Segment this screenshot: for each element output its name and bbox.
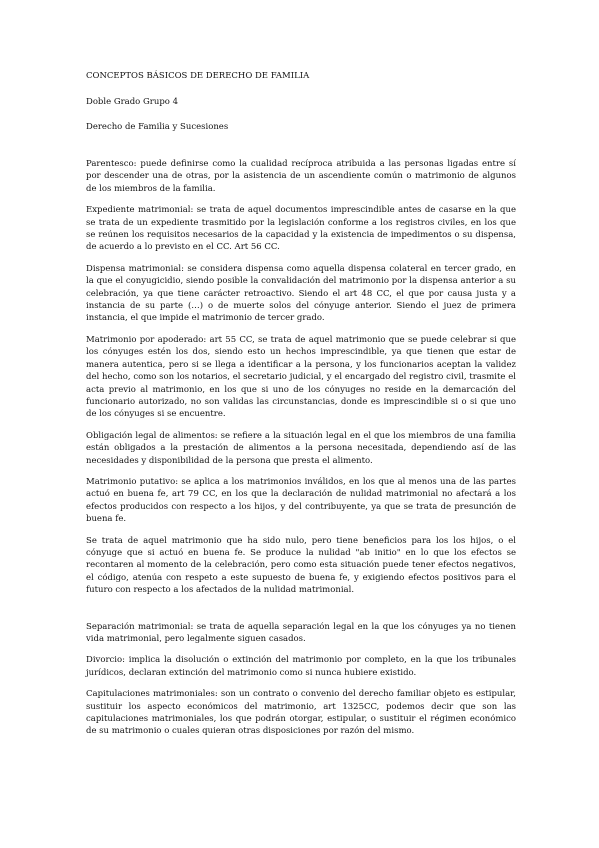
paragraph-separacion-matrimonial: Separación matrimonial: se trata de aquella separación legal en la que los cónyuges ya no tienen vida matrimonial, pero legalmente siguen casados. bbox=[86, 621, 516, 644]
course-label: Derecho de Familia y Sucesiones bbox=[86, 122, 229, 132]
paragraph-dispensa-matrimonial: Dispensa matrimonial: se considera dispensa como aquella dispensa colateral en tercer grado, en la que el conyugicidio, siendo posible la convalidación del matrimonio por la dispensa anterior a su celebración, ya que tiene carácter retroactivo. Siendo el art 48 CC, el que por causa justa y a instancia de su parte (…) o de muerte solos del cónyuge anterior. Siendo el juez de primera instancia, el que impide el matrimonio de tercer grado. bbox=[86, 263, 516, 324]
paragraph-expediente-matrimonial: Expediente matrimonial: se trata de aquel documentos imprescindible antes de casarse en la que se trata de un expediente trasmitido por la legislación conforme a los registros civiles, en los que se reúnen los requisitos necesarios de la capacidad y la existencia de impedimentos o su dispensa, de acuerdo a lo previsto en el CC. Art 56 CC. bbox=[86, 205, 516, 253]
document-title: CONCEPTOS BÁSICOS DE DERECHO DE FAMILIA bbox=[86, 71, 310, 81]
paragraph-parentesco: Parentesco: puede definirse como la cualidad recíproca atribuida a las personas ligadas entre sí por descender una de otras, por la asistencia de un ascendiente común o matrimonio de algunos de los miembros de la familia. bbox=[86, 159, 516, 194]
paragraph-matrimonio-por-apoderado: Matrimonio por apoderado: art 55 CC, se trata de aquel matrimonio que se puede celebrar si que los cónyuges estén los dos, siendo esto un hechos imprescindible, ya que tienen que estar de manera autentica, pero si se llega a identificar a la persona, y los funcionarios aceptan la validez del hecho, como son los notarios, el secretario judicial, y el encargado del registro civil, trasmite el acta previo al matrimonio, en los que si uno de los cónyuges no reside en la demarcación del funcionario autorizado, no son validas las circunstancias, donde es imprescindible si o si que uno de los cónyuges si se encuentre. bbox=[86, 334, 516, 420]
document-body bbox=[86, 70, 516, 738]
group-label: Doble Grado Grupo 4 bbox=[86, 97, 179, 107]
paragraph-matrimonio-putativo: Matrimonio putativo: se aplica a los matrimonios inválidos, en los que al menos una de las partes actuó en buena fe, art 79 CC, en los que la declaración de nulidad matrimonial no afectará a los efectos producidos con respecto a los hijos, y del contribuyente, ya que se trata de presunción de buena fe. bbox=[86, 476, 516, 525]
paragraph-matrimonio-nulo: Se trata de aquel matrimonio que ha sido nulo, pero tiene beneficios para los los hijos, o el cónyuge que si actuó en buena fe. Se produce la nulidad "ab initio" en lo que los efectos se recontaren al momento de la celebración, pero como esta situación puede tener efectos negativos, el código, atenúa con respeto a este supuesto de buena fe, y exigiendo efectos positivos para el futuro con respecto a los afectados de la nulidad matrimonial. bbox=[86, 535, 516, 596]
paragraph-divorcio: Divorcio: implica la disolución o extinción del matrimonio por completo, en la que los tribunales jurídicos, declaran extinción del matrimonio como si nunca hubiere existido. bbox=[86, 655, 516, 678]
paragraph-obligacion-alimentos: Obligación legal de alimentos: se refiere a la situación legal en el que los miembros de una familia están obligados a la prestación de alimentos a la persona necesitada, dependiendo así de las necesidades y disponibilidad de la persona que presta el alimento. bbox=[86, 430, 516, 466]
paragraph-capitulaciones-matrimoniales: Capitulaciones matrimoniales: son un contrato o convenio del derecho familiar objeto es estipular, sustituir los aspecto económicos del matrimonio, art 1325CC, podemos decir que son las capitulaciones matrimoniales, los que podrán otorgar, estipular, o sustituir el régimen económico de su matrimonio o cuales quieran otras disposiciones por razón del mismo. bbox=[86, 689, 516, 737]
